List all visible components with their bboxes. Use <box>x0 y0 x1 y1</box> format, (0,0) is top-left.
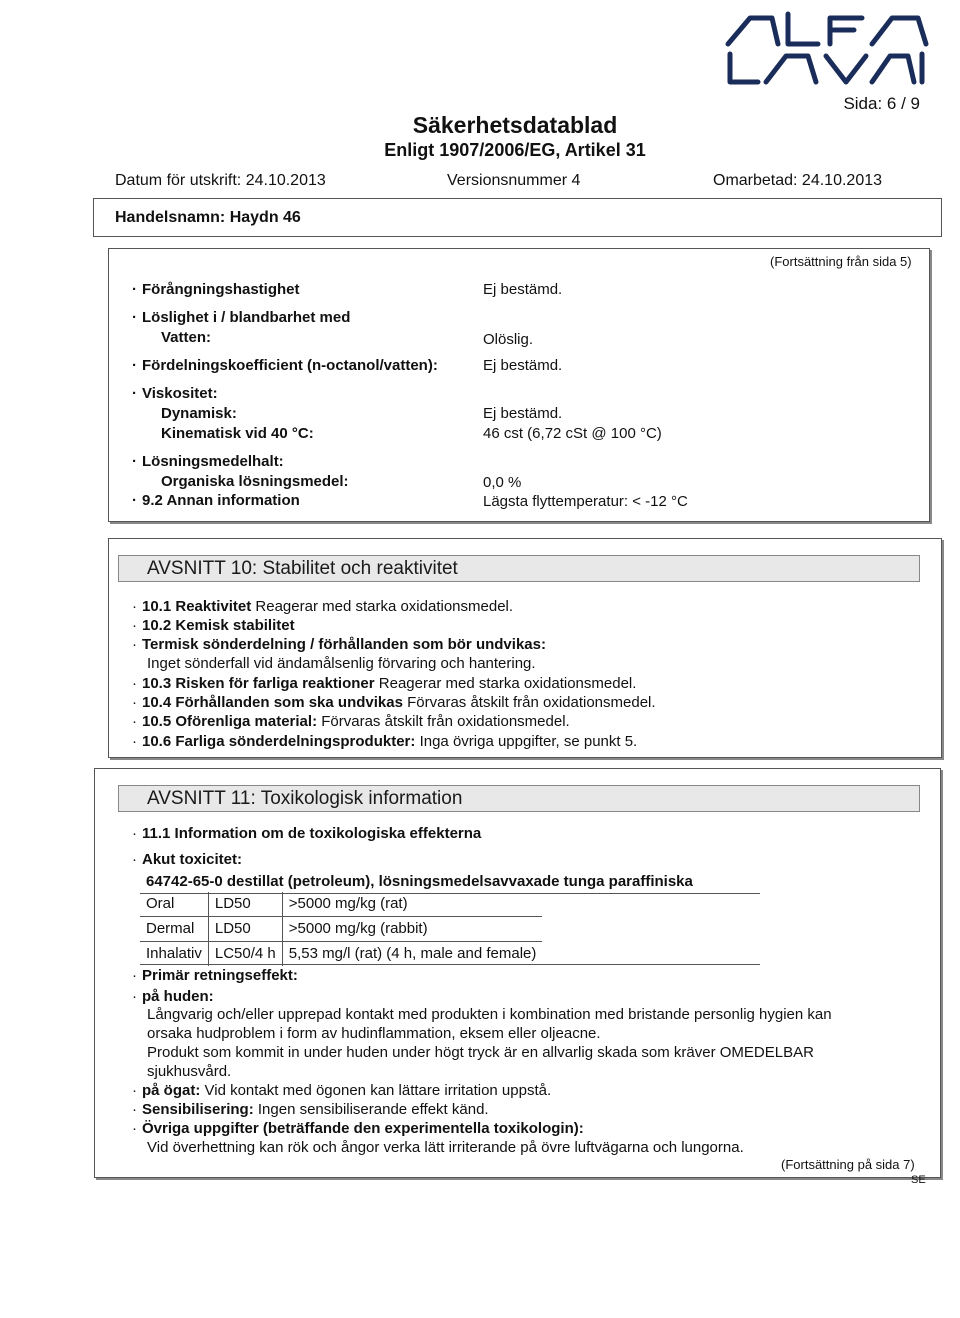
dynamic-value: Ej bestämd. <box>483 405 563 422</box>
skin-text-1: Långvarig och/eller upprepad kontakt med produkten i kombination med bristande personlig hygien kan <box>147 1006 832 1023</box>
other-tox-label: · Övriga uppgifter (beträffande den experimentella toxikologin): <box>132 1120 584 1137</box>
primary-irritation-label: · Primär retningseffekt: <box>132 967 298 984</box>
trade-name-box <box>93 198 942 237</box>
value-cell: 5,53 mg/l (rat) (4 h, male and female) <box>282 942 542 967</box>
s10-line-4: Inget sönderfall vid ändamålsenlig förvaring och hantering. <box>147 655 536 672</box>
section10-title: AVSNITT 10: Stabilitet och reaktivitet <box>147 558 458 579</box>
organic-solvent-label: Organiska lösningsmedel: <box>161 473 349 490</box>
other-info-label: · 9.2 Annan information <box>132 492 300 509</box>
substance-name: 64742-65-0 destillat (petroleum), lösningsmedelsavvaxade tunga paraffiniska <box>146 873 693 890</box>
value-cell: >5000 mg/kg (rabbit) <box>282 917 542 942</box>
organic-solvent-value: 0,0 % <box>483 474 522 491</box>
route-cell: Dermal <box>140 917 208 942</box>
language-code: SE <box>911 1174 926 1186</box>
document-title: Säkerhetsdatablad <box>412 112 618 138</box>
kinematic-label: Kinematisk vid 40 °C: <box>161 425 314 442</box>
print-date: Datum för utskrift: 24.10.2013 <box>115 172 326 189</box>
solvent-label: · Lösningsmedelhalt: <box>132 453 284 470</box>
table-row <box>140 942 542 967</box>
evaporation-value: Ej bestämd. <box>483 281 563 298</box>
s10-line-8: · 10.6 Farliga sönderdelningsprodukter: Inga övriga uppgifter, se punkt 5. <box>132 733 638 750</box>
viscosity-label: · Viskositet: <box>132 385 218 402</box>
s10-line-6: · 10.4 Förhållanden som ska undvikas Förvaras åtskilt från oxidationsmedel. <box>132 694 656 711</box>
evaporation-label: · Förångningshastighet <box>132 281 300 298</box>
s10-line-5: · 10.3 Risken för farliga reaktioner Reagerar med starka oxidationsmedel. <box>132 675 637 692</box>
page-number: Sida: 6 / 9 <box>843 94 920 113</box>
sensitisation-line: · Sensibilisering: Ingen sensibiliserande effekt känd. <box>132 1101 489 1118</box>
route-cell: Oral <box>146 895 175 912</box>
value-cell: >5000 mg/kg (rat) <box>282 892 542 917</box>
skin-label: · på huden: <box>132 988 214 1005</box>
table-row <box>140 917 542 942</box>
route-cell: Inhalativ <box>140 942 208 967</box>
table-row <box>140 892 542 917</box>
alfa-laval-logo <box>722 6 934 88</box>
water-value: Olöslig. <box>483 331 534 348</box>
toxicity-table <box>140 892 542 966</box>
document-subtitle: Enligt 1907/2006/EG, Artikel 31 <box>384 140 646 160</box>
trade-name: Handelsnamn: Haydn 46 <box>115 209 301 226</box>
eye-line: · på ögat: Vid kontakt med ögonen kan lättare irritation uppstå. <box>132 1082 552 1099</box>
partition-value: Ej bestämd. <box>483 357 563 374</box>
dynamic-label: Dynamisk: <box>161 405 237 422</box>
version-number: Versionsnummer 4 <box>447 172 581 189</box>
skin-text-2: orsaka hudproblem i form av hudinflammation, eksem eller oljeacne. <box>147 1025 601 1042</box>
continued-from: (Fortsättning från sida 5) <box>770 254 912 269</box>
kinematic-value: 46 cst (6,72 cSt @ 100 °C) <box>483 425 662 442</box>
skin-text-3: Produkt som kommit in under huden under högt tryck är en allvarlig skada som kräver OMEDELBAR <box>147 1044 814 1061</box>
s10-line-7: · 10.5 Oförenliga material: Förvaras åtskilt från oxidationsmedel. <box>132 713 570 730</box>
type-cell: LD50 <box>208 892 282 917</box>
section10-header <box>118 555 920 582</box>
solubility-label: · Löslighet i / blandbarhet med <box>132 309 351 326</box>
type-cell: LD50 <box>208 917 282 942</box>
s10-line-1: · 10.1 Reaktivitet Reagerar med starka oxidationsmedel. <box>132 598 514 615</box>
skin-text-4: sjukhusvård. <box>147 1063 232 1080</box>
acute-toxicity-label: · Akut toxicitet: <box>132 851 243 868</box>
table-top-rule <box>140 893 760 894</box>
section11-header <box>118 785 920 812</box>
s10-line-3: · Termisk sönderdelning / förhållanden som bör undvikas: <box>132 636 546 653</box>
continued-on: (Fortsättning på sida 7) <box>781 1157 915 1172</box>
other-tox-text: Vid överhettning kan rök och ångor verka lätt irriterande på övre luftvägarna och lungorna. <box>147 1139 744 1156</box>
partition-label: · Fördelningskoefficient (n-octanol/vatten): <box>132 357 438 374</box>
revised-date: Omarbetad: 24.10.2013 <box>713 172 883 189</box>
table-bottom-rule <box>140 964 760 965</box>
s11-line-1: · 11.1 Information om de toxikologiska effekterna <box>132 825 482 842</box>
type-cell: LC50/4 h <box>208 942 282 967</box>
section11-title: AVSNITT 11: Toxikologisk information <box>147 788 463 809</box>
water-label: Vatten: <box>161 329 212 346</box>
other-info-value: Lägsta flyttemperatur: < -12 °C <box>483 493 688 510</box>
s10-line-2: · 10.2 Kemisk stabilitet <box>132 617 295 634</box>
